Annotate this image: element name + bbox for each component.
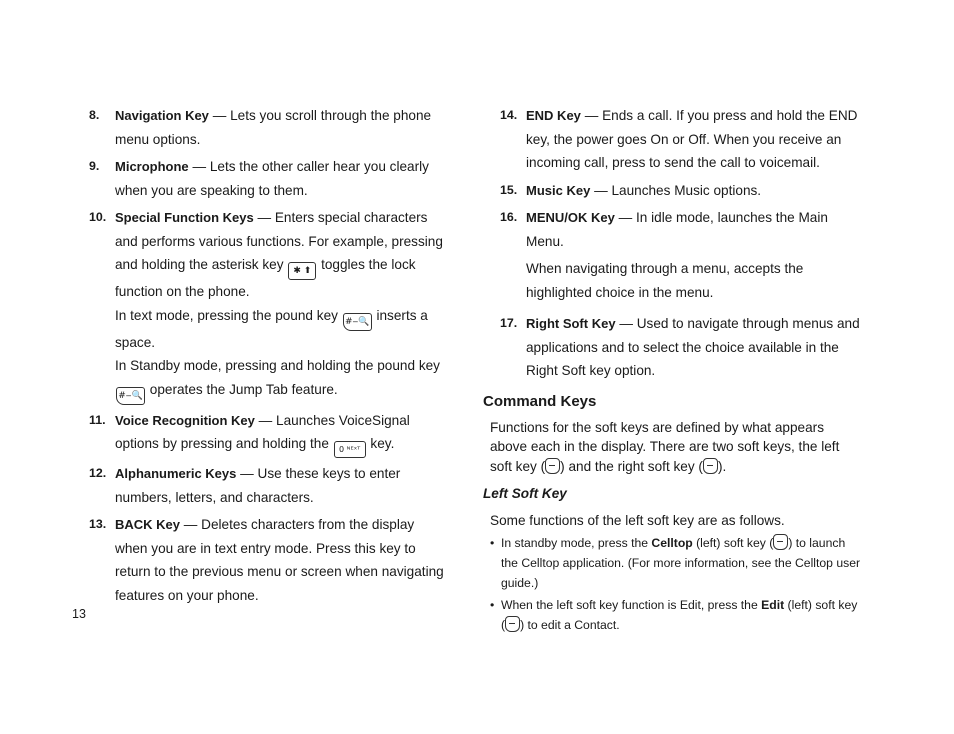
pound-key-icon: #‒🔍 [116, 387, 145, 405]
section-subheading: Left Soft Key [483, 486, 567, 501]
right-column [483, 104, 862, 637]
item-number: 15. [500, 182, 518, 197]
list-item [500, 312, 862, 383]
page-number: 13 [72, 607, 86, 621]
pound-key-icon: #‒🔍 [343, 313, 372, 331]
item-number: 10. [89, 210, 107, 224]
item-number: 17. [500, 316, 518, 330]
paragraph-text: Functions for the soft keys are defined by what appears above each in the display. There are two soft keys, the left soft key ( [490, 419, 840, 474]
item-term: BACK Key [115, 517, 181, 532]
item-number: 16. [500, 210, 518, 224]
list-item [89, 104, 449, 151]
item-text: — In idle mode, launches the Main Menu. [526, 210, 828, 249]
bullet-text: ) to launch the Celltop application. (For more information, see the Celltop user guide.) [501, 535, 861, 590]
item-term: Navigation Key [115, 108, 209, 123]
bullet-item [490, 595, 862, 635]
paragraph: Some functions of the left soft key are as follows. [490, 513, 785, 528]
bullet-item [490, 533, 862, 593]
list-item [89, 462, 449, 509]
item-number: 9. [89, 159, 100, 173]
list-item [89, 513, 449, 607]
section-heading: Command Keys [483, 392, 597, 410]
bullet-text: ) to edit a Contact. [520, 617, 620, 632]
item-number: 13. [89, 517, 107, 531]
right-soft-key-icon [703, 458, 718, 474]
bullet-icon: • [490, 535, 495, 550]
bullet-icon: • [490, 597, 495, 612]
item-term: Special Function Keys [115, 210, 254, 225]
list-item [500, 179, 862, 203]
bullet-text: When the left soft key function is Edit, press the [501, 597, 762, 612]
bullet-bold: Celltop [651, 535, 693, 550]
bullet-text: (left) soft key ( [692, 535, 774, 550]
item-term: END Key [526, 108, 581, 123]
item-text: When navigating through a menu, accepts the highlighted choice in the menu. [526, 261, 804, 300]
zero-key-icon: 0 ᴺᴱˣᵀ [334, 441, 366, 458]
left-soft-key-icon [773, 534, 788, 550]
item-number: 12. [89, 466, 107, 480]
item-term: Right Soft Key [526, 316, 616, 331]
list-item [89, 206, 449, 405]
bullet-text: (left) soft key ( [501, 597, 858, 632]
paragraph [490, 418, 862, 477]
item-text: — Deletes characters from the display when you are in text entry mode. Press this key to return to the previous menu or screen when navigating features on your phone. [115, 517, 444, 603]
item-term: Microphone [115, 159, 189, 174]
item-text: key. [366, 436, 395, 451]
list-item [500, 206, 862, 304]
item-term: MENU/OK Key [526, 210, 615, 225]
item-number: 11. [89, 412, 106, 427]
item-text: — Launches Music options. [590, 182, 762, 198]
item-term: Alphanumeric Keys [115, 466, 237, 481]
item-term: Music Key [526, 182, 591, 198]
item-text: — Lets the other caller hear you clearly when you are speaking to them. [115, 159, 429, 198]
item-text: In Standby mode, pressing and holding the pound key [115, 358, 440, 373]
item-number: 14. [500, 108, 518, 122]
item-text: — Ends a call. If you press and hold the END key, the power goes On or Off. When you receive an incoming call, press to send the call to voicemail. [526, 108, 858, 170]
list-item [89, 155, 449, 202]
list-item [89, 409, 449, 459]
asterisk-key-icon: ✱ ⬆ [288, 262, 316, 280]
item-text: — Use these keys to enter numbers, letters, and characters. [115, 466, 401, 505]
left-soft-key-icon [545, 458, 560, 474]
paragraph-text: ). [717, 458, 727, 474]
item-text: — Lets you scroll through the phone menu options. [115, 108, 432, 147]
item-text: — Used to navigate through menus and applications and to select the choice available in the Right Soft key option. [526, 316, 860, 378]
item-text: operates the Jump Tab feature. [146, 381, 338, 397]
left-column [89, 104, 449, 611]
bullet-text: In standby mode, press the [501, 535, 652, 550]
left-soft-key-icon [505, 616, 520, 632]
paragraph-text: ) and the right soft key ( [560, 458, 703, 474]
item-text: — Enters special characters and performs various functions. For example, pressing and holding the asterisk key [115, 210, 443, 272]
list-item [500, 104, 862, 175]
item-number: 8. [89, 108, 100, 122]
item-term: Voice Recognition Key [115, 412, 255, 428]
item-text: — Launches VoiceSignal options by pressing and holding the [115, 412, 410, 451]
bullet-bold: Edit [761, 597, 785, 612]
item-text: In text mode, pressing the pound key [115, 307, 342, 323]
item-text: toggles the lock function on the phone. [115, 257, 416, 299]
item-text: inserts a space. [115, 307, 428, 350]
